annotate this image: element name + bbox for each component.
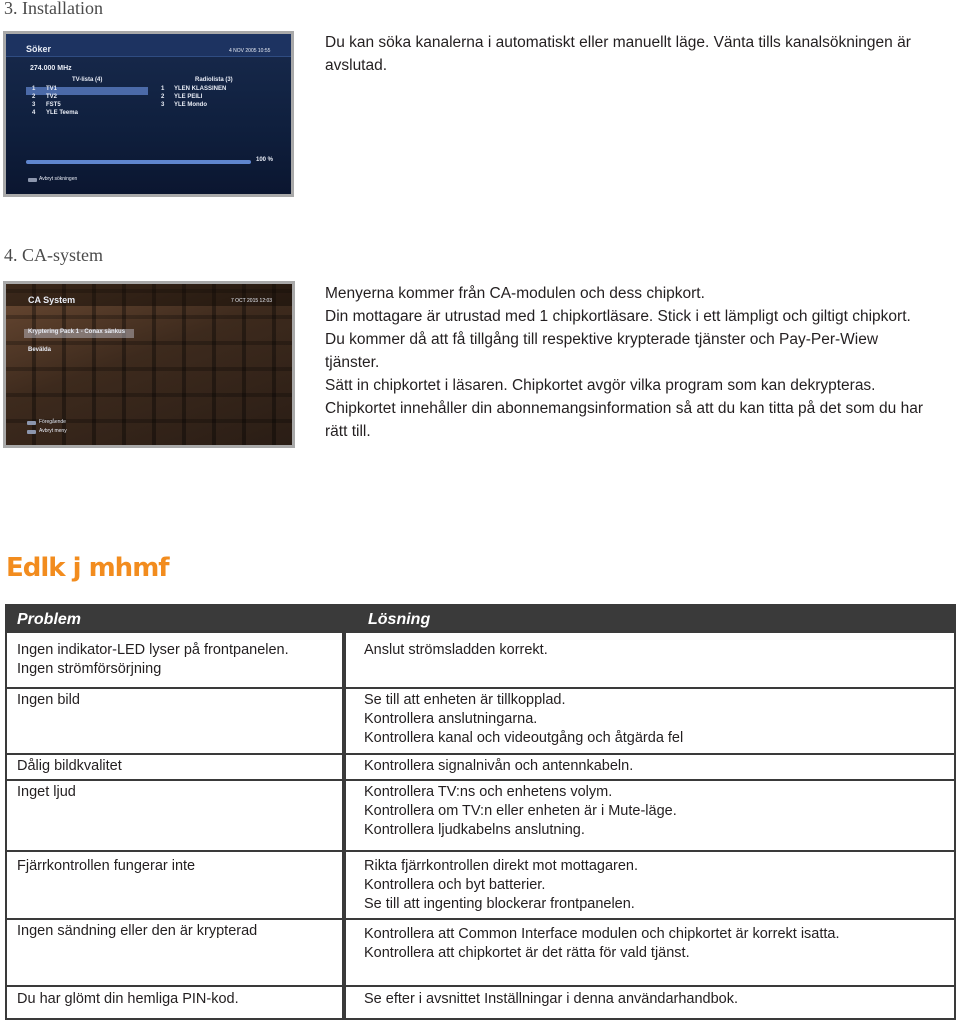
channel-search-screenshot [3,31,294,197]
solution-line: Anslut strömsladden korrekt. [364,642,548,658]
solution-line: Kontrollera att chipkortet är det rätta för vald tjänst. [364,945,690,961]
screen-title: Söker [26,44,52,54]
text-line: Menyerna kommer från CA-modulen och dess chipkort. [325,285,705,302]
radio-name: YLE Mondo [174,102,207,108]
radio-num: 3 [161,102,165,108]
radio-num: 2 [161,94,165,100]
back-button-icon [27,421,36,425]
section-3-title: 3. Installation [4,0,103,18]
radio-num: 1 [161,86,165,92]
radio-name: YLEN KLASSINEN [174,86,227,92]
solution-line: Rikta fjärrkontrollen direkt mot mottagaren. [364,858,638,874]
tv-name: FST5 [46,102,61,108]
text-line: Din mottagare är utrustad med 1 chipkortläsare. Stick i ett lämpligt och giltigt chipkort. [325,308,911,325]
troubleshooting-heading: Edlk j mhmf [6,553,169,583]
solution-cell [364,641,548,660]
tv-num: 1 [32,86,36,92]
problem-cell [17,857,195,876]
column-header-solution: Lösning [344,604,956,633]
solution-line: Se efter i avsnittet Inställningar i denna användarhandbok. [364,991,739,1007]
tv-name: YLE Teema [46,110,78,116]
text-line: Du kan söka kanalerna i automatiskt eller manuellt läge. Vänta tills kanalsökningen är [325,34,911,51]
solution-line: Kontrollera signalnivån och antennkabeln. [364,758,634,774]
text-line: avslutad. [325,57,388,74]
problem-cell [17,691,80,710]
column-header-problem: Problem [5,604,344,633]
solution-line: Kontrollera och byt batterier. [364,877,546,893]
solution-cell [364,990,738,1009]
problem-line: Du har glömt din hemliga PIN-kod. [17,991,239,1007]
problem-line: Ingen sändning eller den är krypterad [17,923,258,939]
radio-list-header: Radiolista (3) [195,77,233,83]
ca-system-screenshot [3,281,295,448]
problem-cell [17,990,239,1009]
progress-bar [26,160,251,164]
problem-cell [17,922,257,941]
frequency: 274.000 MHz [30,65,72,72]
section-4-title: 4. CA-system [4,245,103,265]
tv-list-header: TV-lista (4) [72,77,103,83]
ca-menu-item: Bevälda [28,347,52,353]
problem-cell [17,757,122,776]
tv-num: 2 [32,94,36,100]
problem-line: Ingen bild [17,692,80,708]
tv-name: TV2 [46,94,58,100]
progress-text: 100 % [256,157,274,163]
troubleshooting-table [5,604,956,1020]
problem-line: Inget ljud [17,784,76,800]
screen-footer: Föregående [39,419,66,425]
radio-name: YLE PEILI [174,94,203,100]
text-line: Chipkortet innehåller din abonnemangsinformation så att du kan titta på det som du har [325,400,923,417]
solution-cell [364,925,840,963]
screen-title: CA System [28,295,76,305]
solution-line: Kontrollera om TV:n eller enheten är i Mute-läge. [364,803,677,819]
exit-button-icon [28,178,37,182]
solution-line: Kontrollera TV:ns och enhetens volym. [364,784,613,800]
solution-line: Se till att enheten är tillkopplad. [364,692,566,708]
solution-line: Se till att ingenting blockerar frontpanelen. [364,896,635,912]
text-line: rätt till. [325,423,371,440]
screen-date: 4 NOV 2005 10:55 [229,48,271,54]
problem-cell [17,641,289,679]
solution-cell [364,691,683,748]
problem-cell [17,783,76,802]
tv-num: 3 [32,102,36,108]
screen-date: 7 OCT 2015 12:03 [231,298,273,304]
problem-line: Ingen strömförsörjning [17,661,162,677]
screen-footer: Avbryt sökningen [39,176,78,182]
exit-button-icon [27,430,36,434]
solution-cell [364,857,638,914]
section-3-text [325,31,955,77]
section-4-text [325,282,955,443]
solution-cell [364,783,677,840]
screen-footer: Avbryt meny [39,428,67,434]
tv-num: 4 [32,110,36,116]
text-line: tjänster. [325,354,380,371]
solution-line: Kontrollera att Common Interface modulen och chipkortet är korrekt isatta. [364,926,840,942]
ca-menu-item: Kryptering Pack 1 - Conax sänkus [28,329,126,335]
solution-cell [364,757,633,776]
problem-line: Fjärrkontrollen fungerar inte [17,858,196,874]
solution-line: Kontrollera kanal och videoutgång och åtgärda fel [364,730,684,746]
problem-line: Dålig bildkvalitet [17,758,122,774]
text-line: Du kommer då att få tillgång till respektive krypterade tjänster och Pay-Per-Wiew [325,331,879,348]
solution-line: Kontrollera anslutningarna. [364,711,538,727]
tv-name: TV1 [46,86,58,92]
solution-line: Kontrollera ljudkabelns anslutning. [364,822,585,838]
text-line: Sätt in chipkortet i läsaren. Chipkortet avgör vilka program som kan dekrypteras. [325,377,876,394]
problem-line: Ingen indikator-LED lyser på frontpanelen. [17,642,289,658]
